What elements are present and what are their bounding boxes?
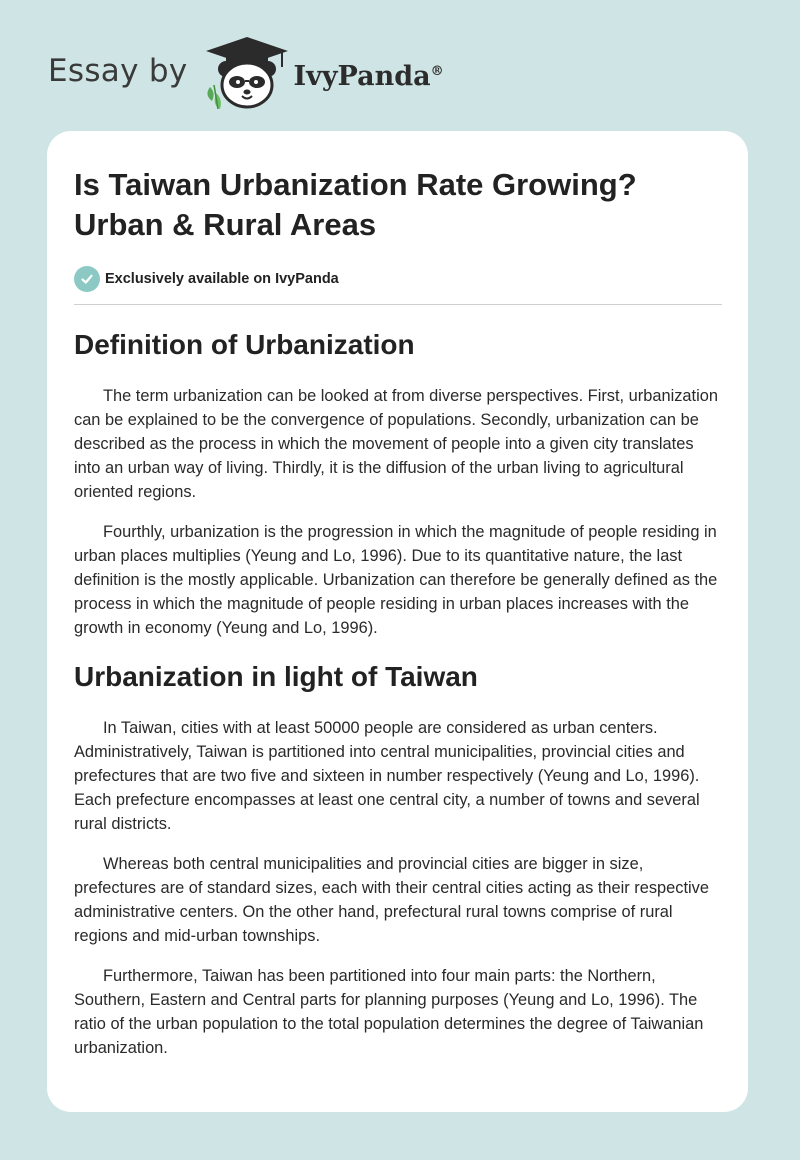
paragraph: Whereas both central municipalities and provincial cities are bigger in size, prefectures are of standard sizes, each with their central cities acting as their respective administrative centers. On the other hand, prefectural rural towns comprise of rural regions and mid-urban townships. (74, 855, 709, 945)
paragraph: Fourthly, urbanization is the progression in which the magnitude of people residing in urban places multiplies (Yeung and Lo, 1996). Due to its quantitative nature, the last definition is the mostly applicable. Urbanization can therefore be generally defined as the process in which the magnitude of people residing in urban places increases with the growth in economy (Yeung and Lo, 1996). (74, 523, 718, 637)
brand-name-text: IvyPanda (293, 60, 431, 92)
brand-name[interactable] (294, 61, 444, 92)
paragraph: Furthermore, Taiwan has been partitioned into four main parts: the Northern, Southern, Eastern and Central parts for planning purposes (Yeung and Lo, 1996). The ratio of the urban population to the total population determines the degree of Taiwanian urbanization. (74, 967, 704, 1057)
paragraph: The term urbanization can be looked at from diverse perspectives. First, urbanization can be explained to be the convergence of populations. Secondly, urbanization can be described as the process in which the movement of people into a given city translates into an urban way of living. Thirdly, it is the diffusion of the urban living to agricultural oriented regions. (74, 387, 718, 501)
paragraph: In Taiwan, cities with at least 50000 people are considered as urban centers. Administratively, Taiwan is partitioned into central municipalities, provincial cities and prefectures that are two five and sixteen in number respectively (Yeung and Lo, 1996). Each prefecture encompasses at least one central city, a number of towns and several rural districts. (74, 719, 700, 833)
exclusive-badge (74, 265, 722, 293)
article-card (47, 131, 748, 1112)
essay-by-label: Essay by (48, 53, 188, 89)
title-divider (74, 304, 722, 305)
ivypanda-logo-icon[interactable] (202, 35, 292, 113)
check-circle-icon (74, 266, 100, 292)
article-title: Is Taiwan Urbanization Rate Growing? Urban & Rural Areas (74, 167, 637, 242)
section-heading-taiwan: Urbanization in light of Taiwan (74, 661, 478, 692)
exclusive-badge-label: Exclusively available on IvyPanda (105, 271, 339, 287)
registered-mark: ® (430, 63, 444, 79)
brand-header (48, 34, 444, 114)
section-heading-definition: Definition of Urbanization (74, 329, 415, 360)
